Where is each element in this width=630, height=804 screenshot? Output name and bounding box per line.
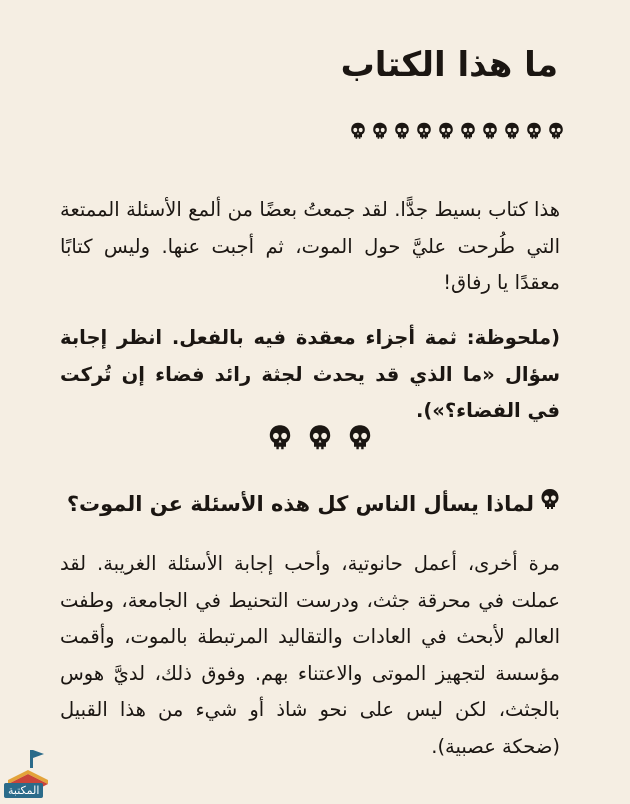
skull-divider-middle — [268, 424, 372, 456]
skull-icon — [482, 122, 498, 144]
skull-icon — [540, 486, 560, 522]
skull-icon — [460, 122, 476, 144]
intro-paragraph: هذا كتاب بسيط جدًّا. لقد جمعتُ بعضًا من ألمع الأسئلة الممتعة التي طُرحت عليَّ حول الموت، ثم أجبت عنها. وليس كتابًا معقدًا يا رفاق! — [60, 198, 560, 294]
skull-icon — [438, 122, 454, 144]
library-logo-label: المكتبة — [4, 783, 43, 798]
skull-icon — [526, 122, 542, 144]
answer-paragraph: مرة أخرى، أعمل حانوتية، وأحب إجابة الأسئلة الغريبة. لقد عملت في محرقة جثث، ودرست التحنيط في الجامعة، وطفت العالم لأبحث في العادات والتقاليد المرتبطة بالموت، وأقمت مؤسسة لتجهيز الموتى والاعتناء بهم. وفوق ذلك، لديَّ هوس بالجثث، لكن ليس على نحو شاذ أو شيء من هذا القبيل (ضحكة عصبية). — [60, 552, 560, 758]
note-paragraph: (ملحوظة: ثمة أجزاء معقدة فيه بالفعل. انظر إجابة سؤال «ما الذي قد يحدث لجثة رائد فضاء إن تُركت في الفضاء؟»). — [60, 326, 560, 422]
skull-icon — [348, 424, 372, 456]
section-heading — [40, 486, 560, 522]
skull-icon — [268, 424, 292, 456]
library-logo — [0, 740, 56, 800]
section-heading-text: لماذا يسأل الناس كل هذه الأسئلة عن الموت؟ — [66, 492, 534, 516]
skull-icon — [350, 122, 366, 144]
page-title: ما هذا الكتاب — [340, 45, 558, 85]
skull-icon — [394, 122, 410, 144]
skull-icon — [308, 424, 332, 456]
skull-icon — [416, 122, 432, 144]
skull-divider-top — [350, 122, 564, 144]
skull-icon — [372, 122, 388, 144]
skull-icon — [548, 122, 564, 144]
skull-icon — [504, 122, 520, 144]
